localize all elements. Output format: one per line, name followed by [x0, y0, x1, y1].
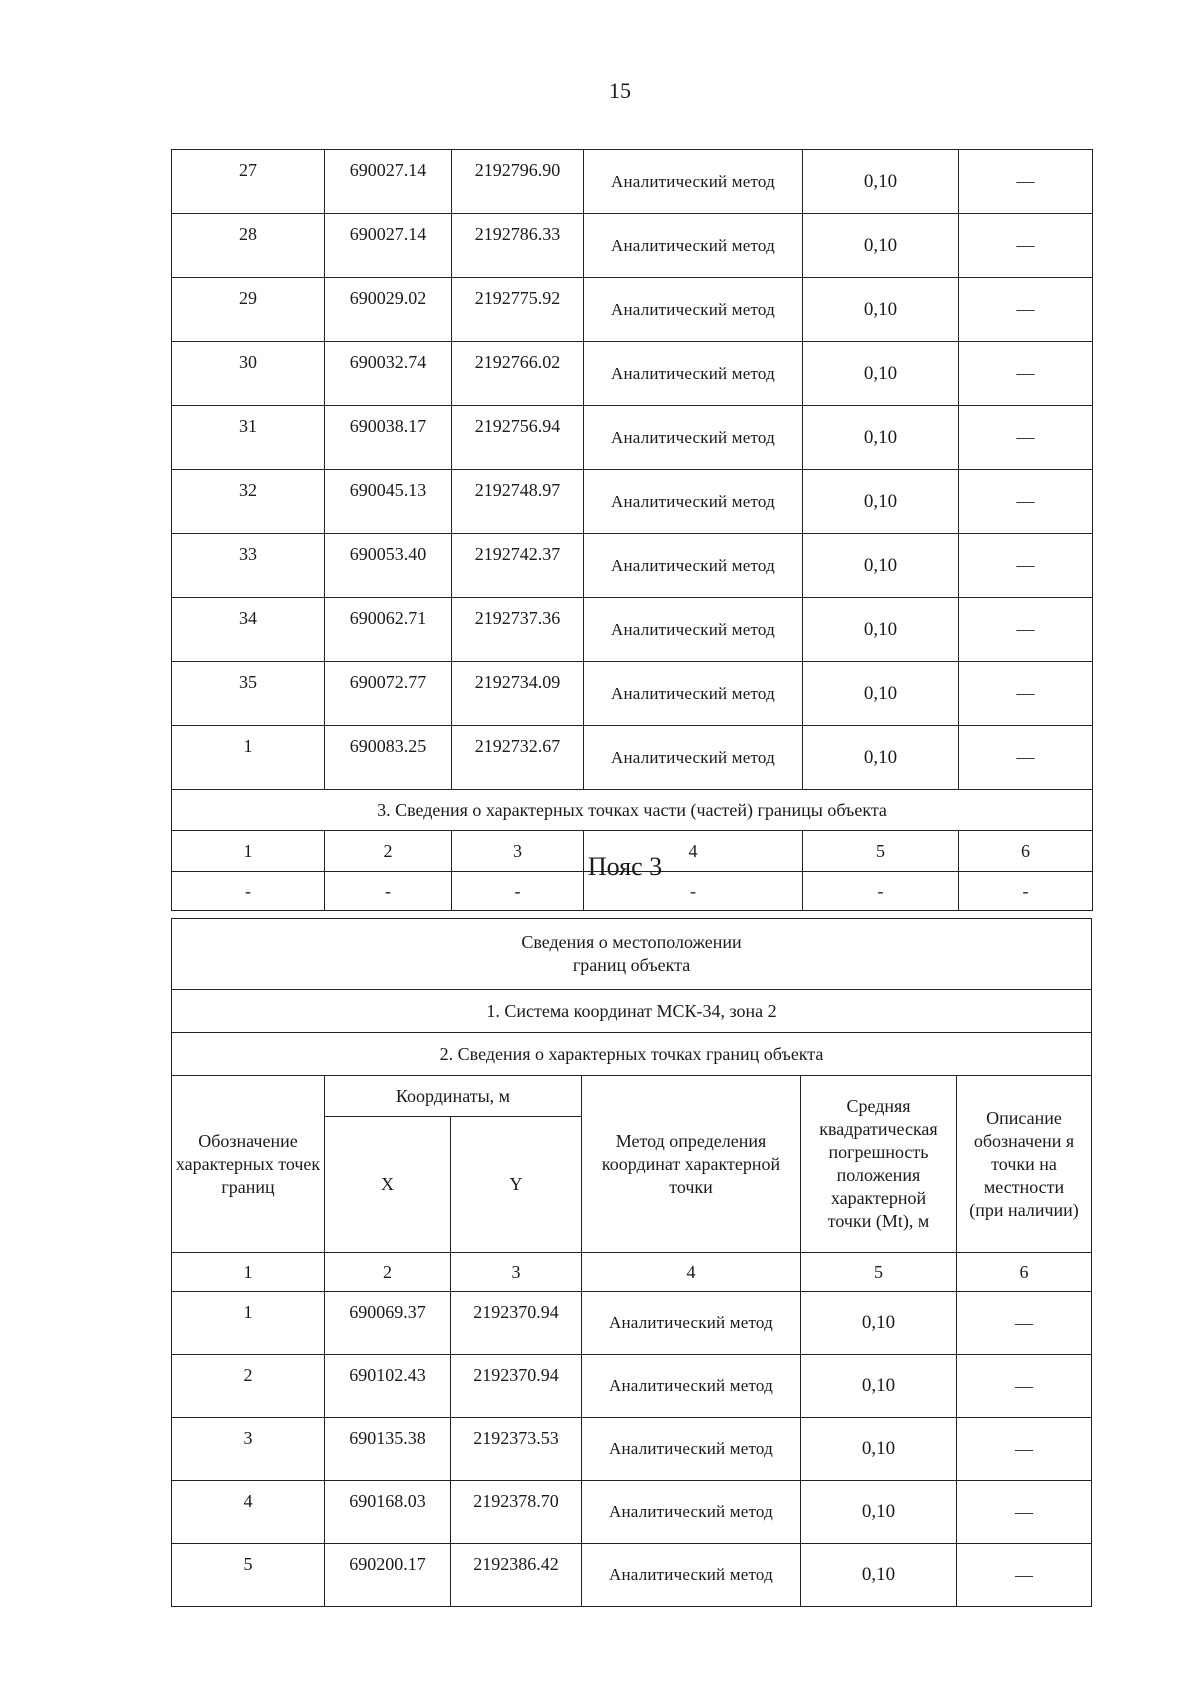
y-coordinate-cell: 2192775.92	[452, 278, 584, 342]
y-coordinate-cell: 2192796.90	[452, 150, 584, 214]
method-cell: Аналитический метод	[582, 1544, 801, 1607]
table2-body	[172, 1292, 1092, 1607]
y-coordinate-cell: 2192737.36	[452, 598, 584, 662]
error-cell: 0,10	[803, 406, 959, 470]
col-number: 5	[801, 1253, 957, 1292]
point-number-cell: 29	[172, 278, 325, 342]
col-number: 4	[582, 1253, 801, 1292]
description-cell: —	[959, 214, 1093, 278]
col-number: 1	[172, 831, 325, 872]
table-row	[172, 1481, 1092, 1544]
x-coordinate-cell: 690168.03	[325, 1481, 451, 1544]
x-coordinate-cell: 690029.02	[325, 278, 452, 342]
dash-cell: -	[325, 872, 452, 911]
point-number-cell: 2	[172, 1355, 325, 1418]
table-row	[172, 406, 1093, 470]
dash-cell: -	[452, 872, 584, 911]
point-number-cell: 34	[172, 598, 325, 662]
point-number-cell: 3	[172, 1418, 325, 1481]
error-cell: 0,10	[801, 1292, 957, 1355]
header-desc: Описание обозначени я точки на местности (при наличии)	[957, 1076, 1092, 1253]
point-number-cell: 1	[172, 726, 325, 790]
method-cell: Аналитический метод	[584, 534, 803, 598]
error-cell: 0,10	[803, 214, 959, 278]
col-number: 1	[172, 1253, 325, 1292]
title-line: границ объекта	[572, 955, 691, 975]
section3-row	[172, 790, 1093, 831]
coordinate-system: 1. Система координат МСК-34, зона 2	[172, 990, 1092, 1033]
description-cell: —	[959, 278, 1093, 342]
header-coords: Координаты, м	[325, 1076, 582, 1117]
x-coordinate-cell: 690083.25	[325, 726, 452, 790]
method-cell: Аналитический метод	[584, 278, 803, 342]
point-number-cell: 35	[172, 662, 325, 726]
section2-title: 2. Сведения о характерных точках границ объекта	[172, 1033, 1092, 1076]
error-cell: 0,10	[803, 726, 959, 790]
section-title: Пояс 3	[587, 852, 663, 881]
method-cell: Аналитический метод	[584, 342, 803, 406]
point-number-cell: 33	[172, 534, 325, 598]
table-row	[172, 662, 1093, 726]
point-number-cell: 27	[172, 150, 325, 214]
error-cell: 0,10	[803, 150, 959, 214]
table-row	[172, 534, 1093, 598]
table-row	[172, 1355, 1092, 1418]
title-line: Сведения о местоположении	[521, 932, 742, 952]
coordinates-table-continued	[171, 149, 1093, 911]
table-row	[172, 150, 1093, 214]
y-coordinate-cell: 2192742.37	[452, 534, 584, 598]
col-number: 3	[451, 1253, 582, 1292]
col-number: 2	[325, 1253, 451, 1292]
y-coordinate-cell: 2192370.94	[451, 1355, 582, 1418]
x-coordinate-cell: 690038.17	[325, 406, 452, 470]
description-cell: —	[959, 406, 1093, 470]
x-coordinate-cell: 690102.43	[325, 1355, 451, 1418]
section2-row	[172, 1033, 1092, 1076]
boundary-coordinates-table	[171, 918, 1092, 1607]
table1-body	[172, 150, 1093, 790]
header-error: Средняя квадратическая погрешность положения характерной точки (Mt), м	[801, 1076, 957, 1253]
dash-cell: -	[959, 872, 1093, 911]
section3-title: 3. Сведения о характерных точках части (частей) границы объекта	[172, 790, 1093, 831]
table-row	[172, 1544, 1092, 1607]
column-number-row	[172, 1253, 1092, 1292]
x-coordinate-cell: 690027.14	[325, 214, 452, 278]
y-coordinate-cell: 2192734.09	[452, 662, 584, 726]
table-row	[172, 470, 1093, 534]
description-cell: —	[959, 534, 1093, 598]
col-number: 4	[584, 831, 803, 872]
title-row	[172, 919, 1092, 990]
x-coordinate-cell: 690053.40	[325, 534, 452, 598]
method-cell: Аналитический метод	[584, 214, 803, 278]
table-row	[172, 726, 1093, 790]
error-cell: 0,10	[803, 342, 959, 406]
method-cell: Аналитический метод	[582, 1481, 801, 1544]
header-x: X	[325, 1117, 451, 1253]
point-number-cell: 28	[172, 214, 325, 278]
header-method: Метод определения координат характерной точки	[582, 1076, 801, 1253]
x-coordinate-cell: 690062.71	[325, 598, 452, 662]
error-cell: 0,10	[801, 1355, 957, 1418]
point-number-cell: 5	[172, 1544, 325, 1607]
x-coordinate-cell: 690135.38	[325, 1418, 451, 1481]
description-cell: —	[957, 1544, 1092, 1607]
y-coordinate-cell: 2192786.33	[452, 214, 584, 278]
point-number-cell: 4	[172, 1481, 325, 1544]
description-cell: —	[957, 1481, 1092, 1544]
y-coordinate-cell: 2192748.97	[452, 470, 584, 534]
point-number-cell: 30	[172, 342, 325, 406]
x-coordinate-cell: 690200.17	[325, 1544, 451, 1607]
table-row	[172, 214, 1093, 278]
x-coordinate-cell: 690045.13	[325, 470, 452, 534]
y-coordinate-cell: 2192370.94	[451, 1292, 582, 1355]
description-cell: —	[957, 1292, 1092, 1355]
method-cell: Аналитический метод	[582, 1355, 801, 1418]
y-coordinate-cell: 2192373.53	[451, 1418, 582, 1481]
header-row	[172, 1076, 1092, 1117]
method-cell: Аналитический метод	[582, 1418, 801, 1481]
y-coordinate-cell: 2192378.70	[451, 1481, 582, 1544]
point-number-cell: 32	[172, 470, 325, 534]
error-cell: 0,10	[801, 1418, 957, 1481]
method-cell: Аналитический метод	[582, 1292, 801, 1355]
y-coordinate-cell: 2192386.42	[451, 1544, 582, 1607]
y-coordinate-cell: 2192756.94	[452, 406, 584, 470]
error-cell: 0,10	[803, 470, 959, 534]
system-row	[172, 990, 1092, 1033]
description-cell: —	[959, 342, 1093, 406]
table-row	[172, 278, 1093, 342]
method-cell: Аналитический метод	[584, 150, 803, 214]
error-cell: 0,10	[803, 278, 959, 342]
method-cell: Аналитический метод	[584, 598, 803, 662]
description-cell: —	[959, 662, 1093, 726]
error-cell: 0,10	[801, 1544, 957, 1607]
description-cell: —	[959, 470, 1093, 534]
col-number: 6	[957, 1253, 1092, 1292]
y-coordinate-cell: 2192766.02	[452, 342, 584, 406]
method-cell: Аналитический метод	[584, 406, 803, 470]
x-coordinate-cell: 690069.37	[325, 1292, 451, 1355]
error-cell: 0,10	[803, 662, 959, 726]
description-cell: —	[959, 598, 1093, 662]
header-point: Обозначение характерных точек границ	[172, 1076, 325, 1253]
description-cell: —	[957, 1355, 1092, 1418]
col-number: 6	[959, 831, 1093, 872]
method-cell: Аналитический метод	[584, 470, 803, 534]
error-cell: 0,10	[803, 534, 959, 598]
dash-cell: -	[584, 872, 803, 911]
error-cell: 0,10	[803, 598, 959, 662]
col-number: 3	[452, 831, 584, 872]
page-number: 15	[609, 78, 631, 103]
description-cell: —	[957, 1418, 1092, 1481]
table-row	[172, 342, 1093, 406]
table-row	[172, 598, 1093, 662]
description-cell: —	[959, 726, 1093, 790]
col-number: 2	[325, 831, 452, 872]
table-row	[172, 1418, 1092, 1481]
header-y: Y	[451, 1117, 582, 1253]
x-coordinate-cell: 690032.74	[325, 342, 452, 406]
x-coordinate-cell: 690027.14	[325, 150, 452, 214]
table-row	[172, 1292, 1092, 1355]
y-coordinate-cell: 2192732.67	[452, 726, 584, 790]
point-number-cell: 31	[172, 406, 325, 470]
method-cell: Аналитический метод	[584, 726, 803, 790]
dash-cell: -	[803, 872, 959, 911]
error-cell: 0,10	[801, 1481, 957, 1544]
dash-cell: -	[172, 872, 325, 911]
table-title	[172, 919, 1092, 990]
description-cell: —	[959, 150, 1093, 214]
x-coordinate-cell: 690072.77	[325, 662, 452, 726]
point-number-cell: 1	[172, 1292, 325, 1355]
method-cell: Аналитический метод	[584, 662, 803, 726]
col-number: 5	[803, 831, 959, 872]
